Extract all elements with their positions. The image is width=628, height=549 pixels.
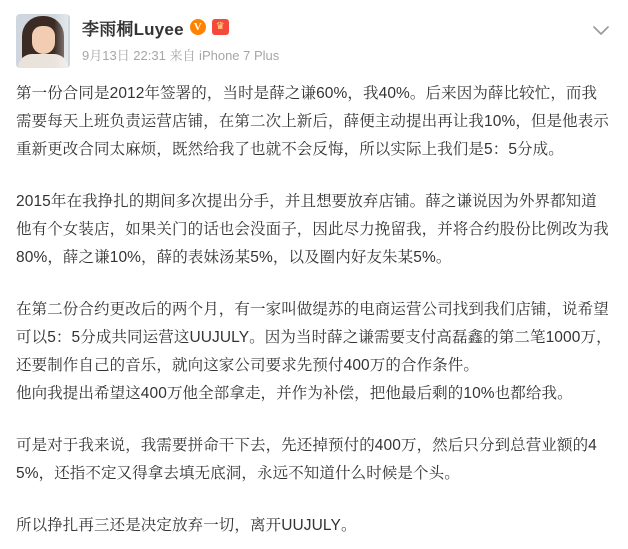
post-meta (82, 14, 612, 64)
author-name[interactable]: 李雨桐Luyee (82, 19, 184, 39)
post-paragraph: 他向我提出希望这400万他全部拿走，并作为补偿，把他最后剩的10%也都给我。 (16, 385, 573, 402)
post-paragraph: 可是对于我来说，我需要拼命干下去，先还掉预付的400万，然后只分到总营业额的45%，还指不定又得拿去填无底洞，永远不知道什么时候是个头。 (16, 437, 597, 482)
post-timestamp[interactable]: 9月13日 22:31 来自 iPhone 7 Plus (82, 48, 280, 63)
avatar[interactable] (16, 14, 70, 68)
post-paragraph: 第一份合同是2012年签署的，当时是薛之谦60%，我40%。后来因为薛比较忙，而我需要每天上班负责运营店铺，在第二次上新后，薛便主动提出再让我10%，但是他表示重新更改合同太麻烦，既然给我了也就不会反悔，所以实际上我们是5：5分成。 (16, 85, 609, 158)
post-paragraph: 在第二份合约更改后的两个月，有一家叫做缇苏的电商运营公司找到我们店铺，说希望可以5：5分成共同运营这UUJULY。因为当时薛之谦需要支付高磊鑫的第二笔1000万，还要制作自己的音乐，就向这家公司要求先预付400万的合作条件。 (16, 301, 612, 374)
avatar-highlight (54, 14, 68, 68)
avatar-face (32, 26, 55, 54)
vip-crown-icon: ♛ (212, 19, 229, 35)
verified-badge-icon: V (190, 19, 206, 35)
author-row (82, 16, 612, 38)
post-content (16, 80, 612, 540)
post-header (16, 14, 612, 68)
post-paragraph: 所以挣扎再三还是决定放弃一切，离开UUJULY。 (16, 517, 357, 534)
chevron-down-icon[interactable] (590, 20, 612, 42)
post-paragraph: 2015年在我挣扎的期间多次提出分手，并且想要放弃店铺。薛之谦说因为外界都知道他有个女装店，如果关门的话也会没面子，因此尽力挽留我，并将合约股份比例改为我80%，薛之谦10%，薛的表妹汤某5%，以及圈内好友朱某5%。 (16, 193, 609, 266)
